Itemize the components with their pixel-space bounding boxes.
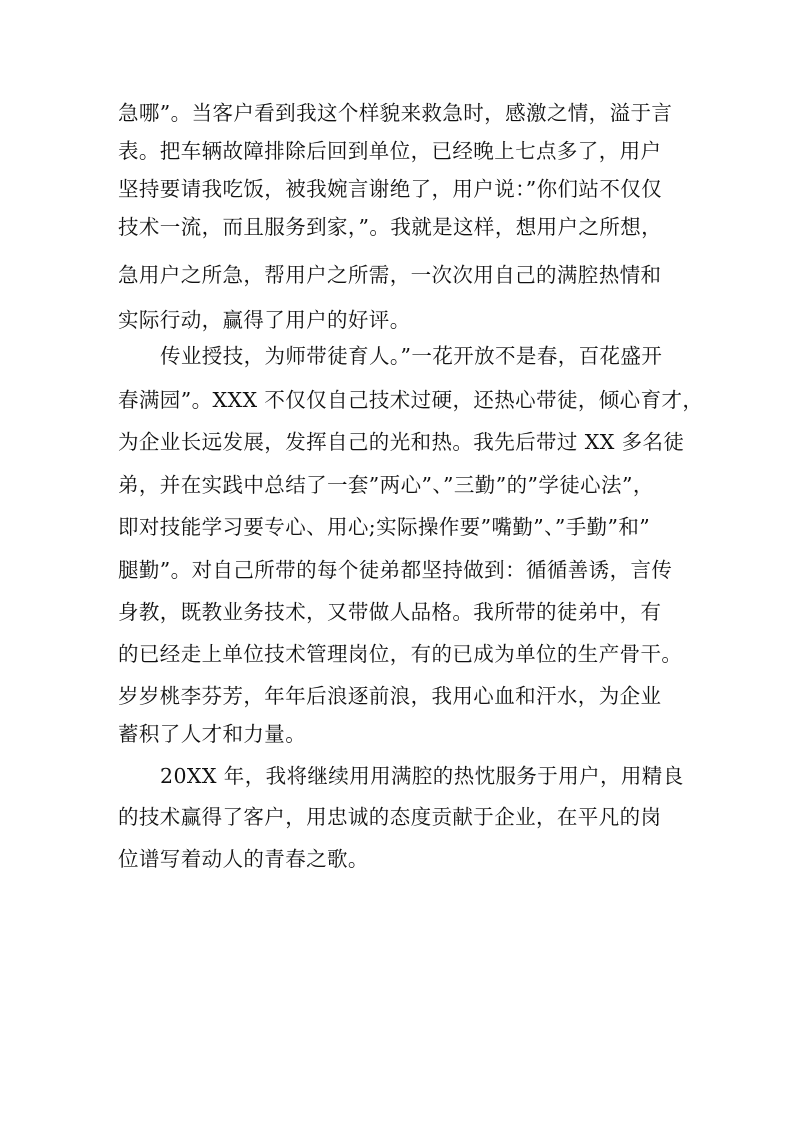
text-line: 传业授技，为师带徒育人。”一花开放不是春，百花盛开 xyxy=(160,344,663,368)
text-line: 位谱写着动人的青春之歌。 xyxy=(118,847,369,871)
text-line: 腿勤”。对自己所带的每个徒弟都坚持做到：循循善诱，言传 xyxy=(118,558,673,582)
text-line: 坚持要请我吃饭，被我婉言谢绝了，用户说：”你们站不仅仅 xyxy=(118,177,663,201)
text-line: 弟，并在实践中总结了一套”两心”、”三勤”的”学徒心法”， xyxy=(118,473,654,497)
text-line: 的已经走上单位技术管理岗位，有的已成为单位的生产骨干。 xyxy=(118,642,683,666)
text-line: 表。把车辆故障排除后回到单位，已经晚上七点多了，用户 xyxy=(118,139,662,163)
text-line: 蓄积了人才和力量。 xyxy=(118,722,307,746)
text-line: 技术一流，而且服务到家，”。我就是这样，想用户之所想， xyxy=(118,215,663,239)
text-line: 岁岁桃李芬芳，年年后浪逐前浪，我用心血和汗水，为企业 xyxy=(118,684,662,708)
text-line: 春满园”。XXX 不仅仅自己技术过硬，还热心带徒，倾心育才， xyxy=(118,388,704,412)
text-line: 的技术赢得了客户，用忠诚的态度贡献于企业，在平凡的岗 xyxy=(118,805,662,829)
text-line: 即对技能学习要专心、用心;实际操作要”嘴勤”、”手勤”和” xyxy=(118,515,651,539)
text-line: 20XX 年，我将继续用用满腔的热忱服务于用户，用精良 xyxy=(160,764,684,788)
text-line: 急哪”。当客户看到我这个样貌来救急时，感激之情，溢于言 xyxy=(118,101,673,125)
text-line: 身教，既教业务技术，又带做人品格。我所带的徒弟中，有 xyxy=(118,600,662,624)
text-line: 实际行动，赢得了用户的好评。 xyxy=(118,308,411,332)
text-line: 为企业长远发展，发挥自己的光和热。我先后带过 XX 多名徒 xyxy=(118,430,685,454)
text-line: 急用户之所急，帮用户之所需，一次次用自己的满腔热情和 xyxy=(118,263,662,287)
